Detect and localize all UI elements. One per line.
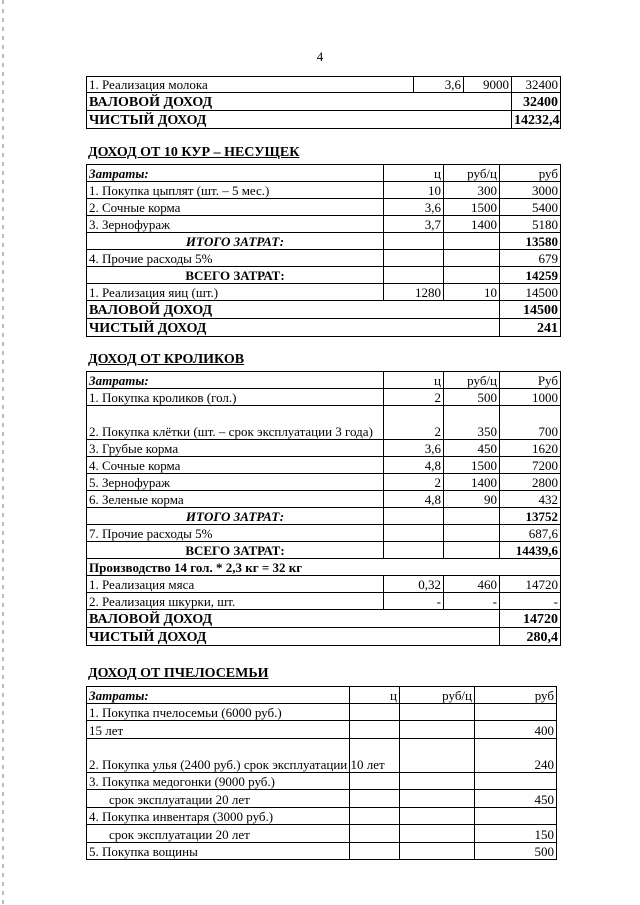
header-q: ц <box>384 372 444 389</box>
cell-price: 500 <box>444 389 500 406</box>
cell-total: 14500 <box>500 301 561 319</box>
table-row <box>87 440 561 457</box>
row-label: 4. Покупка инвентаря (3000 руб.) <box>87 808 350 825</box>
cell-total: 432 <box>500 491 561 508</box>
table-header-row <box>87 165 561 182</box>
row-label: срок эксплуатации 20 лет <box>87 790 350 808</box>
cell-total: 14259 <box>500 267 561 284</box>
cell-total: 14500 <box>500 284 561 301</box>
cell-q: 2 <box>384 389 444 406</box>
header-price: руб/ц <box>444 372 500 389</box>
row-label: 15 лет <box>87 721 350 739</box>
total-label: ВСЕГО ЗАТРАТ: <box>87 267 384 284</box>
table-row <box>87 267 561 284</box>
row-label: 5. Покупка вощины <box>87 843 350 860</box>
row-label: 2. Покупка улья (2400 руб.) срок эксплуатации 10 лет <box>87 739 350 773</box>
cell-total: 150 <box>475 825 557 843</box>
cell-price: 90 <box>444 491 500 508</box>
cell-q: 2 <box>384 474 444 491</box>
cell-total: 1620 <box>500 440 561 457</box>
cell-total: 5180 <box>500 216 561 233</box>
row-label: 1. Реализация яиц (шт.) <box>87 284 384 301</box>
cell-total: 32400 <box>512 93 561 111</box>
cell-total: 5400 <box>500 199 561 216</box>
gross-income-label: ВАЛОВОЙ ДОХОД <box>87 93 512 111</box>
section-title-bees: ДОХОД ОТ ПЧЕЛОСЕМЬИ <box>88 666 269 681</box>
rabbits-income-table <box>86 371 561 646</box>
table-row <box>87 525 561 542</box>
cell-q: 0,32 <box>384 576 444 593</box>
table-row <box>87 216 561 233</box>
cell-total: 3000 <box>500 182 561 199</box>
table-row <box>87 790 557 808</box>
cell-q: 3,6 <box>384 440 444 457</box>
cell-total: 280,4 <box>500 628 561 646</box>
gross-income-label: ВАЛОВОЙ ДОХОД <box>87 610 500 628</box>
table-row <box>87 474 561 491</box>
cell-total: 14720 <box>500 610 561 628</box>
section-title-rabbits: ДОХОД ОТ КРОЛИКОВ <box>88 352 245 367</box>
table-row <box>87 773 557 790</box>
row-label: 4. Прочие расходы 5% <box>87 250 384 267</box>
cell-total: 13752 <box>500 508 561 525</box>
row-label: 3. Покупка медогонки (9000 руб.) <box>87 773 350 790</box>
header-costs: Затраты: <box>87 687 350 704</box>
cell-q: 4,8 <box>384 457 444 474</box>
cell-price: 1400 <box>444 216 500 233</box>
table-row <box>87 610 561 628</box>
row-label: 2. Сочные корма <box>87 199 384 216</box>
cell-total: 14439,6 <box>500 542 561 559</box>
cell-price: 9000 <box>464 77 512 93</box>
table-row <box>87 182 561 199</box>
gross-income-label: ВАЛОВОЙ ДОХОД <box>87 301 500 319</box>
header-q: ц <box>384 165 444 182</box>
row-label: 1. Реализация мяса <box>87 576 384 593</box>
scan-margin-marks <box>2 0 4 905</box>
cell-total: 700 <box>500 406 561 440</box>
table-row <box>87 93 561 111</box>
table-row <box>87 284 561 301</box>
cell-total: 14232,4 <box>512 111 561 129</box>
row-label: 1. Покупка кроликов (гол.) <box>87 389 384 406</box>
table-row <box>87 111 561 129</box>
cell-total: 13580 <box>500 233 561 250</box>
cell-total: 400 <box>475 721 557 739</box>
table-row <box>87 808 557 825</box>
cell-price: - <box>444 593 500 610</box>
table-row <box>87 301 561 319</box>
header-total: руб <box>500 165 561 182</box>
row-label: срок эксплуатации 20 лет <box>87 825 350 843</box>
header-costs: Затраты: <box>87 372 384 389</box>
subtotal-label: ИТОГО ЗАТРАТ: <box>87 233 384 250</box>
cell-price: 1500 <box>444 457 500 474</box>
row-label: 6. Зеленые корма <box>87 491 384 508</box>
table-row <box>87 319 561 337</box>
cell-total <box>475 773 557 790</box>
cell-price: 450 <box>444 440 500 457</box>
table-row <box>87 721 557 739</box>
table-header-row <box>87 687 557 704</box>
table-header-row <box>87 372 561 389</box>
cell-q: 10 <box>384 182 444 199</box>
cell-total <box>475 704 557 721</box>
row-label: 3. Зернофураж <box>87 216 384 233</box>
cell-price: 1500 <box>444 199 500 216</box>
table-row <box>87 389 561 406</box>
header-total: руб <box>475 687 557 704</box>
section-title-chickens: ДОХОД ОТ 10 КУР – НЕСУЩЕК <box>88 145 300 160</box>
cell-price: 300 <box>444 182 500 199</box>
cell-price: 10 <box>444 284 500 301</box>
row-label: 1. Покупка цыплят (шт. – 5 мес.) <box>87 182 384 199</box>
cell-q: - <box>384 593 444 610</box>
cell-q: 1280 <box>384 284 444 301</box>
page-number: 4 <box>316 49 324 64</box>
header-costs: Затраты: <box>87 165 384 182</box>
table-row <box>87 508 561 525</box>
subtotal-label: ИТОГО ЗАТРАТ: <box>87 508 384 525</box>
cell-total: 32400 <box>512 77 561 93</box>
cell-total: 500 <box>475 843 557 860</box>
row-label: 1. Реализация молока <box>87 77 414 93</box>
cell-total: 7200 <box>500 457 561 474</box>
row-label: 7. Прочие расходы 5% <box>87 525 384 542</box>
cell-total: 450 <box>475 790 557 808</box>
cell-total: 241 <box>500 319 561 337</box>
table-row <box>87 704 557 721</box>
net-income-label: ЧИСТЫЙ ДОХОД <box>87 319 500 337</box>
cell-price: 460 <box>444 576 500 593</box>
row-label: 1. Покупка пчелосемьи (6000 руб.) <box>87 704 350 721</box>
table-row <box>87 457 561 474</box>
cell-total <box>475 808 557 825</box>
table-row <box>87 77 561 93</box>
milk-income-table <box>86 76 561 129</box>
table-row <box>87 491 561 508</box>
table-row <box>87 199 561 216</box>
chickens-income-table <box>86 164 561 337</box>
cell-total: - <box>500 593 561 610</box>
header-q: ц <box>350 687 400 704</box>
cell-price: 350 <box>444 406 500 440</box>
table-row <box>87 250 561 267</box>
row-label: 2. Покупка клётки (шт. – срок эксплуатации 3 года) <box>87 406 384 440</box>
cell-q: 3,7 <box>384 216 444 233</box>
table-row <box>87 628 561 646</box>
table-row <box>87 825 557 843</box>
row-label: 5. Зернофураж <box>87 474 384 491</box>
net-income-label: ЧИСТЫЙ ДОХОД <box>87 111 512 129</box>
header-price: руб/ц <box>444 165 500 182</box>
cell-total: 14720 <box>500 576 561 593</box>
table-row <box>87 233 561 250</box>
cell-total: 2800 <box>500 474 561 491</box>
row-label: 4. Сочные корма <box>87 457 384 474</box>
cell-q: 3,6 <box>384 199 444 216</box>
cell-total: 1000 <box>500 389 561 406</box>
row-label: 3. Грубые корма <box>87 440 384 457</box>
cell-total: 687,6 <box>500 525 561 542</box>
cell-q: 3,6 <box>414 77 464 93</box>
header-price: руб/ц <box>400 687 475 704</box>
table-row <box>87 843 557 860</box>
net-income-label: ЧИСТЫЙ ДОХОД <box>87 628 500 646</box>
cell-total: 679 <box>500 250 561 267</box>
table-row <box>87 406 561 440</box>
table-row <box>87 593 561 610</box>
table-row <box>87 576 561 593</box>
table-row <box>87 542 561 559</box>
cell-total: 240 <box>475 739 557 773</box>
total-label: ВСЕГО ЗАТРАТ: <box>87 542 384 559</box>
cell-price: 1400 <box>444 474 500 491</box>
production-note: Производство 14 гол. * 2,3 кг = 32 кг <box>87 559 561 576</box>
table-row <box>87 739 557 773</box>
row-label: 2. Реализация шкурки, шт. <box>87 593 384 610</box>
cell-q: 2 <box>384 406 444 440</box>
bees-income-table <box>86 686 557 860</box>
header-total: Руб <box>500 372 561 389</box>
cell-q: 4,8 <box>384 491 444 508</box>
table-row <box>87 559 561 576</box>
